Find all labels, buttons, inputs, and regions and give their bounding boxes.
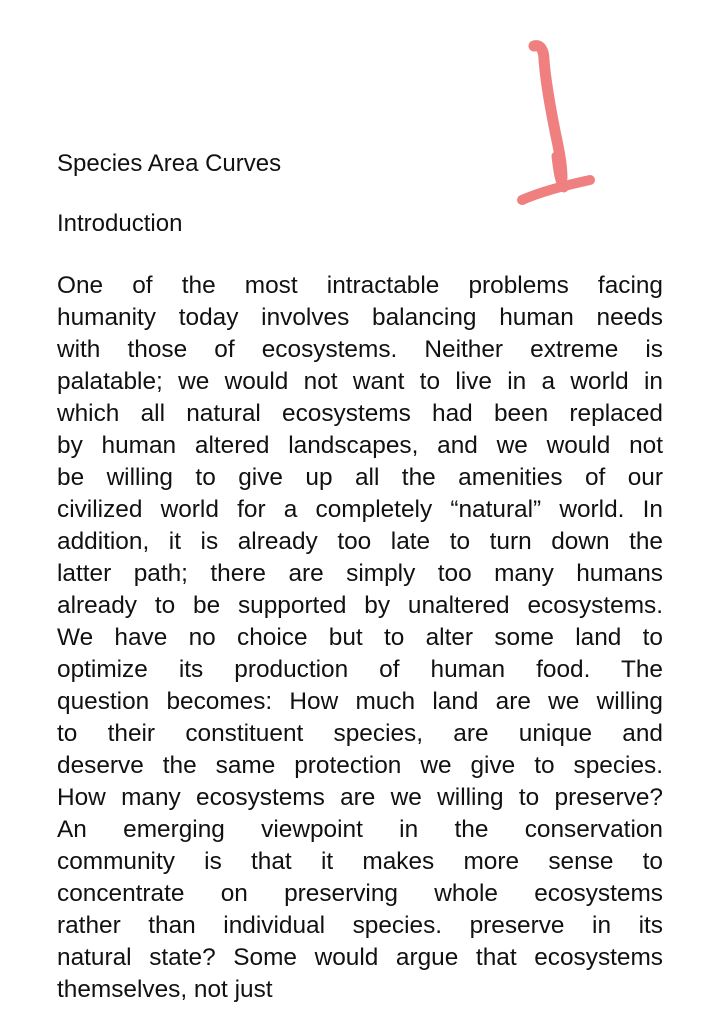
paragraph-line: We have no choice but to alter some land to: [57, 624, 663, 651]
paragraph-line: optimize its production of human food. The: [57, 656, 663, 683]
paragraph-line: addition, it is already too late to turn down the: [57, 528, 663, 555]
paragraph-line: already to be supported by unaltered ecosystems.: [57, 592, 663, 619]
handwritten-one-annotation: [500, 36, 610, 216]
paragraph-line: question becomes: How much land are we willing: [57, 688, 663, 715]
paragraph-line: civilized world for a completely “natural” world. In: [57, 496, 663, 523]
paragraph-line: which all natural ecosystems had been replaced: [57, 400, 663, 427]
paragraph-line: community is that it makes more sense to: [57, 848, 663, 875]
paragraph-line: by human altered landscapes, and we would not: [57, 432, 663, 459]
paragraph-line: humanity today involves balancing human needs: [57, 304, 663, 331]
paragraph-line: natural state? Some would argue that ecosystems: [57, 944, 663, 971]
paragraph-line: An emerging viewpoint in the conservation: [57, 816, 663, 843]
paragraph-line: to their constituent species, are unique and: [57, 720, 663, 747]
document-title: Species Area Curves: [57, 150, 282, 177]
paragraph-line: palatable; we would not want to live in a world in: [57, 368, 663, 395]
paragraph-line: themselves, not just: [57, 976, 273, 1003]
paragraph-line: latter path; there are simply too many humans: [57, 560, 663, 587]
paragraph-line: concentrate on preserving whole ecosystems: [57, 880, 663, 907]
introduction-paragraph: [57, 270, 663, 1006]
paragraph-line: with those of ecosystems. Neither extreme is: [57, 336, 663, 363]
paragraph-line: How many ecosystems are we willing to preserve?: [57, 784, 663, 811]
section-heading: Introduction: [57, 210, 183, 237]
paragraph-line: One of the most intractable problems facing: [57, 272, 663, 299]
paragraph-line: be willing to give up all the amenities of our: [57, 464, 663, 491]
paragraph-line: rather than individual species. preserve in its: [57, 912, 663, 939]
paragraph-line: deserve the same protection we give to species.: [57, 752, 663, 779]
